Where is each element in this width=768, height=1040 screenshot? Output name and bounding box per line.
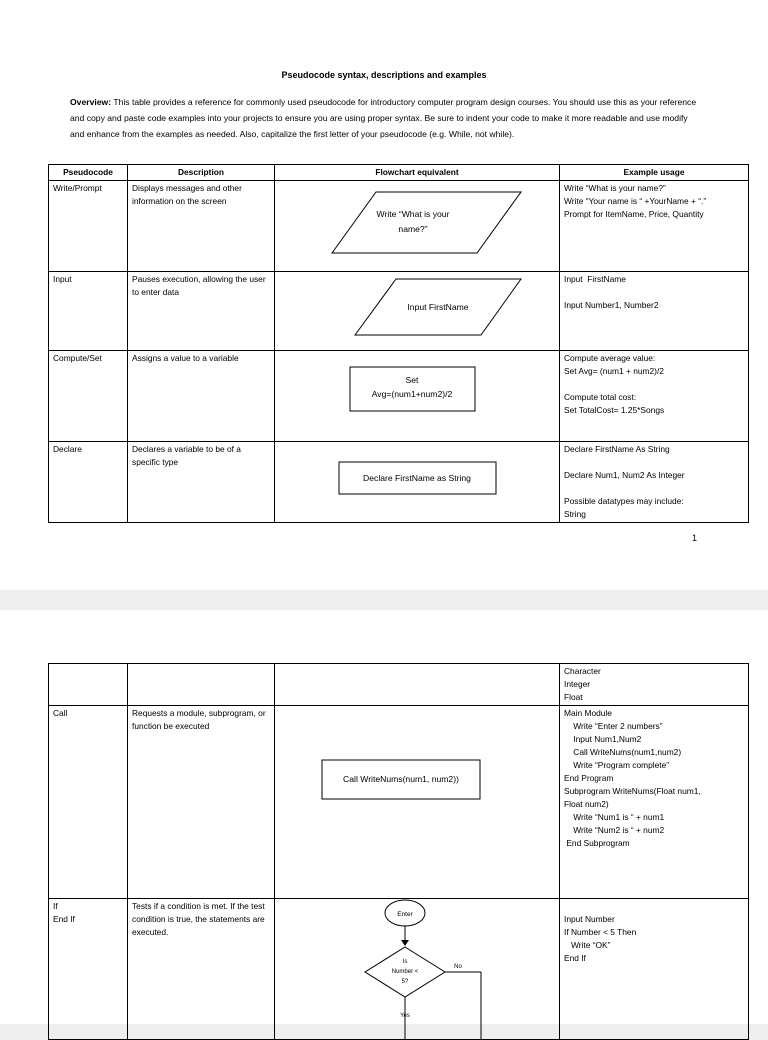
- flow-text: Enter: [397, 911, 413, 918]
- table-row: [49, 272, 749, 351]
- cell-description: Assigns a value to a variable: [128, 351, 275, 442]
- cell-example: Character Integer Float: [560, 664, 749, 706]
- cell-description: Declares a variable to be of a specific type: [128, 442, 275, 523]
- flow-text: Number <: [391, 969, 419, 975]
- table-row: [49, 181, 749, 272]
- cell-example: Write “What is your name?” Write “Your name is “ +YourName + “.” Prompt for ItemName, Price, Quantity: [560, 181, 749, 272]
- cell-example: Compute average value: Set Avg= (num1 + num2)/2 Compute total cost: Set TotalCost= 1.25*Songs: [560, 351, 749, 442]
- flowchart-if-diagram: [275, 899, 559, 1039]
- table-row: [49, 664, 749, 706]
- overview-text: This table provides a reference for commonly used pseudocode for introductory computer program design courses. You should use this as your reference and copy and paste code examples into your projects to ensure you are using proper syntax. Be sure to indent your code to make it more readable and use modify and enhance from the examples as needed. Also, capitalize the first letter of your pseudocode (e.g. While, not while).: [70, 97, 697, 139]
- cell-pseudocode: [49, 664, 128, 706]
- table-row: [49, 442, 749, 523]
- cell-pseudocode: Call: [49, 706, 128, 899]
- flow-text: Avg=(num1+num2)/2: [371, 389, 453, 399]
- cell-flowchart: [275, 442, 560, 523]
- header-description: Description: [128, 165, 275, 181]
- header-flowchart: Flowchart equivalent: [275, 165, 560, 181]
- document-title: Pseudocode syntax, descriptions and examples: [281, 70, 487, 80]
- flow-text: 5?: [401, 979, 409, 985]
- header-example: Example usage: [560, 165, 749, 181]
- flow-text: Set: [405, 375, 419, 385]
- cell-example: Input FirstName Input Number1, Number2: [560, 272, 749, 351]
- table-header-row: [49, 165, 749, 181]
- cell-description: [128, 664, 275, 706]
- document-page-2: [0, 610, 768, 1024]
- flow-text: name?”: [398, 224, 428, 234]
- cell-description: Requests a module, subprogram, or function be executed: [128, 706, 275, 899]
- cell-flowchart: [275, 351, 560, 442]
- overview-label: Overview:: [70, 97, 112, 107]
- header-pseudocode: Pseudocode: [49, 165, 128, 181]
- flowchart-parallelogram: [275, 272, 559, 350]
- cell-description: Displays messages and other information on the screen: [128, 181, 275, 272]
- flowchart-parallelogram: [275, 181, 559, 271]
- flow-text: Yes: [400, 1013, 410, 1019]
- flow-text: Call WriteNums(num1, num2)): [343, 774, 459, 784]
- page-number: 1: [692, 533, 698, 543]
- cell-pseudocode: Input: [49, 272, 128, 351]
- overview-paragraph: [70, 94, 700, 142]
- cell-description: Tests if a condition is met. If the test condition is true, the statements are executed.: [128, 899, 275, 1040]
- cell-description: Pauses execution, allowing the user to enter data: [128, 272, 275, 351]
- pseudocode-table-page2: [48, 663, 749, 1040]
- table-row: [49, 899, 749, 1040]
- cell-example: Input Number If Number < 5 Then Write “OK” End If: [560, 899, 749, 1040]
- cell-pseudocode: Declare: [49, 442, 128, 523]
- cell-example: Main Module Write “Enter 2 numbers” Input Num1,Num2 Call WriteNums(num1,num2) Write “Program complete” End Program Subprogram WriteNums(Float num1, Float num2) Write “Num1 is “ + num1 Write “Num2 is “ + num2 End Subprogram: [560, 706, 749, 899]
- flow-text: Declare FirstName as String: [363, 473, 471, 483]
- cell-flowchart: [275, 272, 560, 351]
- cell-flowchart: [275, 664, 560, 706]
- cell-flowchart: [275, 899, 560, 1040]
- flow-text: Input FirstName: [407, 302, 469, 312]
- cell-pseudocode: If End If: [49, 899, 128, 1040]
- flow-text: Write “What is your: [376, 209, 450, 219]
- pseudocode-table-page1: [48, 164, 749, 523]
- cell-pseudocode: Compute/Set: [49, 351, 128, 442]
- table-row: [49, 706, 749, 899]
- flow-text: Is: [402, 959, 408, 965]
- cell-pseudocode: Write/Prompt: [49, 181, 128, 272]
- flow-text: No: [454, 964, 462, 970]
- cell-flowchart: [275, 706, 560, 899]
- flowchart-rectangle: [275, 442, 559, 520]
- flowchart-rectangle: [275, 706, 559, 898]
- table-row: [49, 351, 749, 442]
- flowchart-rectangle: [275, 351, 559, 441]
- cell-flowchart: [275, 181, 560, 272]
- cell-example: Declare FirstName As String Declare Num1, Num2 As Integer Possible datatypes may include: String: [560, 442, 749, 523]
